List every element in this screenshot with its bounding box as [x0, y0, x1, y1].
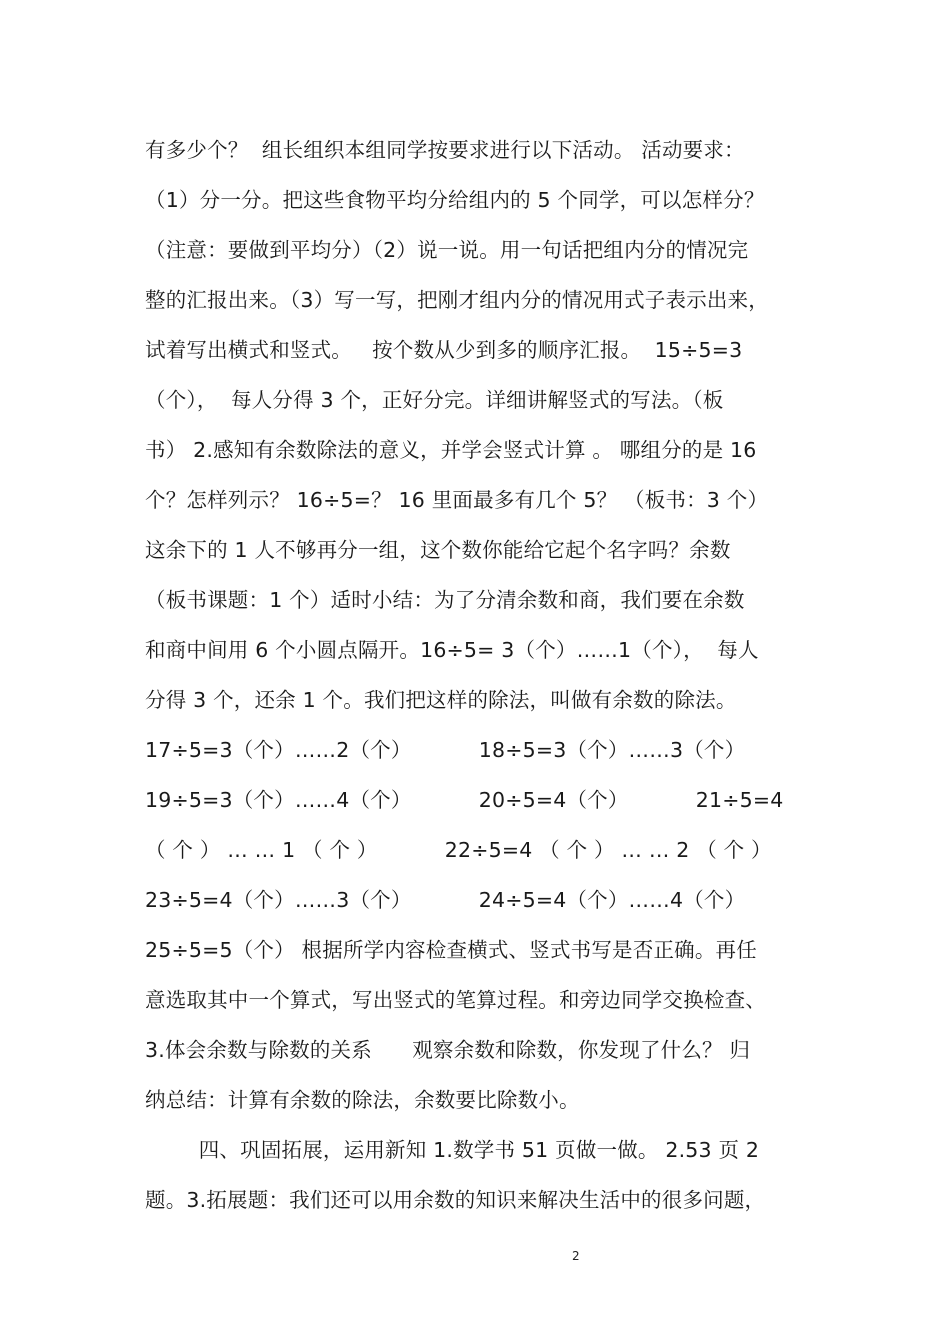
- text-line: 意选取其中一个算式，写出竖式的笔算过程。和旁边同学交换检查、: [145, 988, 766, 1012]
- text-line: （板书课题：1 个）适时小结：为了分清余数和商，我们要在余数: [145, 588, 745, 612]
- text-line: 试着写出横式和竖式。 按个数从少到多的顺序汇报。 15÷5=3: [145, 338, 743, 362]
- text-line: 个？怎样列示？ 16÷5=？ 16 里面最多有几个 5？ （板书：3 个）: [145, 488, 769, 512]
- text-line: 17÷5=3（个）……2（个） 18÷5=3（个）……3（个）: [145, 738, 746, 762]
- page-number: 2: [572, 1249, 580, 1263]
- text-line: 有多少个？ 组长组织本组同学按要求进行以下活动。 活动要求：: [145, 138, 745, 162]
- text-line: 书） 2.感知有余数除法的意义，并学会竖式计算 。 哪组分的是 16: [145, 438, 757, 462]
- text-line: 19÷5=3（个）……4（个） 20÷5=4（个） 21÷5=4: [145, 788, 784, 812]
- text-line: （个）， 每人分得 3 个，正好分完。详细讲解竖式的写法。（板: [145, 388, 724, 412]
- text-line: 和商中间用 6 个小圆点隔开。16÷5= 3（个）……1（个）， 每人: [145, 638, 759, 662]
- text-line: 分得 3 个，还余 1 个。我们把这样的除法，叫做有余数的除法。: [145, 688, 737, 712]
- text-line: 3.体会余数与除数的关系 观察余数和除数，你发现了什么？ 归: [145, 1038, 751, 1062]
- text-line: （注意：要做到平均分）（2）说一说。用一句话把组内分的情况完: [145, 238, 749, 262]
- text-line: 整的汇报出来。（3）写一写，把刚才组内分的情况用式子表示出来，: [145, 288, 769, 312]
- text-line: 题。3.拓展题：我们还可以用余数的知识来解决生活中的很多问题，: [145, 1188, 766, 1212]
- text-line: 纳总结：计算有余数的除法，余数要比除数小。: [145, 1088, 580, 1112]
- text-line: 四、巩固拓展，运用新知 1.数学书 51 页做一做。 2.53 页 2: [145, 1138, 760, 1162]
- text-line: （ 个 ） … … 1 （ 个 ） 22÷5=4 （ 个 ） … … 2 （ 个 ）: [145, 838, 772, 862]
- text-line: 这余下的 1 人不够再分一组，这个数你能给它起个名字吗？余数: [145, 538, 731, 562]
- text-line: 23÷5=4（个）……3（个） 24÷5=4（个）……4（个）: [145, 888, 746, 912]
- text-line: （1）分一分。把这些食物平均分给组内的 5 个同学，可以怎样分？: [145, 188, 765, 212]
- text-line: 25÷5=5（个） 根据所学内容检查横式、竖式书写是否正确。再任: [145, 938, 757, 962]
